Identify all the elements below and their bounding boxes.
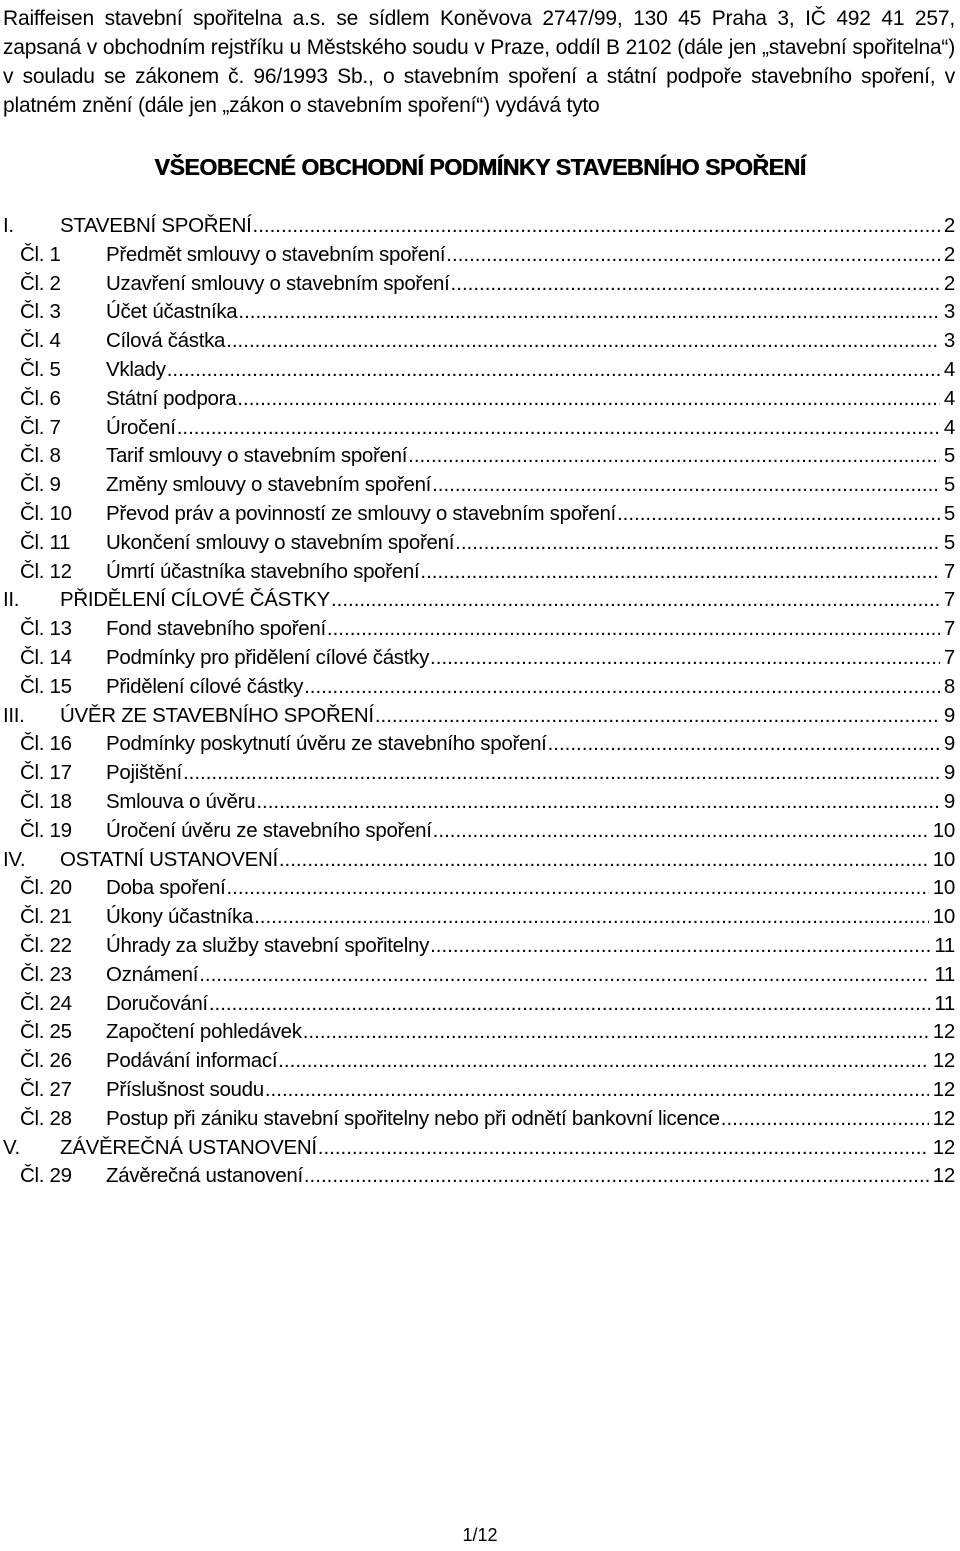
toc-entry-page: 8 [943, 674, 955, 698]
toc-dot-leader [419, 558, 939, 586]
toc-article-row[interactable] [3, 730, 955, 759]
toc-entry-title: Úmrtí účastníka stavebního spoření [106, 559, 420, 583]
toc-entry-page: 5 [943, 530, 955, 554]
toc-section-row[interactable] [3, 212, 955, 241]
toc-dot-leader [374, 702, 940, 730]
toc-entry-page: 12 [932, 1049, 955, 1073]
toc-article-row[interactable] [3, 385, 955, 414]
toc-dot-leader [225, 874, 928, 902]
toc-entry-page: 7 [943, 617, 955, 641]
toc-dot-leader [330, 586, 940, 614]
toc-entry-number: Čl. 11 [20, 530, 71, 554]
toc-article-row[interactable] [3, 327, 955, 356]
toc-entry-title: Převod práv a povinností ze smlouvy o stavebním spoření [106, 501, 616, 525]
toc-article-row[interactable] [3, 1018, 955, 1047]
toc-entry-title: Doručování [106, 991, 208, 1015]
toc-entry-title: PŘIDĚLENÍ CÍLOVÉ ČÁSTKY [60, 588, 330, 612]
toc-entry-page: 10 [932, 905, 955, 929]
toc-entry-page: 12 [932, 1020, 955, 1044]
toc-dot-leader [166, 356, 940, 384]
toc-entry-page: 5 [943, 444, 955, 468]
toc-dot-leader [198, 961, 930, 989]
toc-entry-page: 2 [943, 214, 955, 237]
toc-entry-title: Úročení [106, 415, 176, 439]
toc-entry-page: 2 [943, 242, 955, 266]
toc-entry-number: Čl. 8 [20, 444, 61, 468]
toc-dot-leader [450, 270, 940, 298]
toc-entry-number: Čl. 29 [20, 1164, 72, 1188]
toc-dot-leader [252, 212, 940, 240]
toc-article-row[interactable] [3, 241, 955, 270]
toc-article-row[interactable] [3, 1162, 955, 1191]
toc-entry-page: 3 [943, 300, 955, 324]
toc-entry-title: Úkony účastníka [106, 905, 254, 929]
toc-dot-leader [445, 241, 940, 269]
toc-dot-leader [407, 442, 940, 470]
toc-entry-page: 9 [943, 789, 955, 813]
toc-dot-leader [303, 1162, 929, 1190]
page-number: 1/12 [462, 1525, 498, 1545]
toc-entry-page: 9 [943, 761, 955, 785]
toc-entry-title: Vklady [106, 357, 166, 381]
toc-entry-title: Tarif smlouvy o stavebním spoření [106, 444, 408, 468]
toc-entry-number: Čl. 14 [20, 645, 72, 669]
toc-entry-page: 10 [932, 818, 955, 842]
toc-entry-number: Čl. 2 [20, 271, 61, 295]
toc-dot-leader [255, 788, 940, 816]
toc-entry-page: 11 [934, 933, 955, 957]
toc-section-row[interactable] [3, 1134, 955, 1163]
toc-article-row[interactable] [3, 673, 955, 702]
toc-article-row[interactable] [3, 615, 955, 644]
toc-section-row[interactable] [3, 702, 955, 731]
toc-article-row[interactable] [3, 932, 955, 961]
toc-entry-number: Čl. 15 [20, 674, 72, 698]
toc-entry-title: Doba spoření [106, 876, 226, 900]
toc-entry-title: Účet účastníka [106, 300, 238, 324]
toc-dot-leader [225, 327, 940, 355]
toc-section-row[interactable] [3, 586, 955, 615]
toc-dot-leader [182, 759, 940, 787]
toc-dot-leader [317, 1134, 929, 1162]
toc-entry-number: Čl. 27 [20, 1077, 72, 1101]
toc-entry-number: Čl. 19 [20, 818, 72, 842]
toc-entry-page: 5 [943, 473, 955, 497]
toc-article-row[interactable] [3, 1047, 955, 1076]
toc-entry-title: Cílová částka [106, 329, 226, 353]
toc-entry-title: Příslušnost soudu [106, 1077, 264, 1101]
toc-entry-page: 10 [932, 876, 955, 900]
toc-dot-leader [277, 1047, 929, 1075]
toc-entry-number: Čl. 17 [20, 761, 72, 785]
toc-entry-title: Pojištění [106, 761, 182, 785]
toc-dot-leader [302, 1018, 929, 1046]
toc-dot-leader [326, 615, 940, 643]
table-of-contents [3, 212, 955, 1191]
toc-article-row[interactable] [3, 500, 955, 529]
toc-entry-page: 9 [943, 732, 955, 756]
toc-entry-number: Čl. 28 [20, 1106, 72, 1130]
toc-entry-page: 11 [934, 962, 955, 986]
toc-entry-number: Čl. 1 [20, 242, 61, 266]
toc-dot-leader [429, 932, 930, 960]
toc-entry-number: Čl. 5 [20, 357, 61, 381]
toc-entry-page: 5 [943, 501, 955, 525]
toc-entry-title: Státní podpora [106, 386, 237, 410]
toc-entry-number: I. [3, 214, 14, 237]
document-heading: VŠEOBECNÉ OBCHODNÍ PODMÍNKY STAVEBNÍHO SPOŘENÍ [154, 154, 806, 180]
toc-entry-page: 12 [932, 1077, 955, 1101]
toc-entry-title: Přidělení cílové částky [106, 674, 304, 698]
toc-entry-number: Čl. 7 [20, 415, 61, 439]
toc-entry-title: OSTATNÍ USTANOVENÍ [60, 847, 278, 871]
toc-entry-page: 11 [934, 991, 955, 1015]
toc-entry-title: Změny smlouvy o stavebním spoření [106, 473, 432, 497]
toc-dot-leader [720, 1105, 929, 1133]
toc-article-row[interactable] [3, 442, 955, 471]
toc-entry-page: 2 [943, 271, 955, 295]
toc-entry-title: Započtení pohledávek [106, 1020, 302, 1044]
toc-entry-title: ÚVĚR ZE STAVEBNÍHO SPOŘENÍ [60, 703, 374, 727]
toc-entry-number: Čl. 23 [20, 962, 72, 986]
toc-entry-title: Předmět smlouvy o stavebním spoření [106, 242, 446, 266]
toc-entry-page: 4 [943, 386, 955, 410]
toc-dot-leader [253, 903, 929, 931]
toc-article-row[interactable] [3, 471, 955, 500]
toc-entry-number: Čl. 20 [20, 876, 72, 900]
toc-entry-title: Úhrady za služby stavební spořitelny [106, 933, 430, 957]
toc-dot-leader [547, 730, 940, 758]
toc-entry-number: Čl. 26 [20, 1049, 72, 1073]
toc-entry-number: Čl. 10 [20, 501, 72, 525]
toc-entry-page: 7 [943, 645, 955, 669]
toc-entry-page: 3 [943, 329, 955, 353]
toc-entry-page: 7 [943, 588, 955, 612]
toc-dot-leader [208, 990, 930, 1018]
toc-entry-title: Podmínky poskytnutí úvěru ze stavebního spoření [106, 732, 547, 756]
toc-entry-page: 7 [943, 559, 955, 583]
toc-entry-number: Čl. 4 [20, 329, 61, 353]
toc-dot-leader [432, 817, 929, 845]
toc-entry-title: Oznámení [106, 962, 199, 986]
toc-article-row[interactable] [3, 356, 955, 385]
toc-entry-title: Podávání informací [106, 1049, 278, 1073]
toc-article-row[interactable] [3, 788, 955, 817]
toc-article-row[interactable] [3, 270, 955, 299]
toc-entry-number: III. [3, 703, 25, 727]
toc-entry-page: 9 [943, 703, 955, 727]
toc-dot-leader [237, 298, 939, 326]
toc-entry-number: Čl. 16 [20, 732, 72, 756]
toc-entry-number: Čl. 3 [20, 300, 61, 324]
toc-entry-number: Čl. 9 [20, 473, 61, 497]
toc-dot-leader [278, 846, 929, 874]
toc-article-row[interactable] [3, 1105, 955, 1134]
toc-entry-title: Podmínky pro přidělení cílové částky [106, 645, 430, 669]
toc-dot-leader [454, 529, 940, 557]
toc-article-row[interactable] [3, 529, 955, 558]
toc-entry-title: Smlouva o úvěru [106, 789, 256, 813]
toc-entry-page: 4 [943, 415, 955, 439]
toc-entry-page: 12 [932, 1135, 955, 1159]
toc-dot-leader [176, 414, 940, 442]
intro-paragraph: Raiffeisen stavební spořitelna a.s. se sídlem Koněvova 2747/99, 130 45 Praha 3, IČ 492 41 257, zapsaná v obchodním rejstříku u Městského soudu v Praze, oddíl B 2102 (dále jen „stavební spořitelna“) v souladu se zákonem č. 96/1993 Sb., o stavebním spoření a státní podpoře stavebního spoření, v platném znění (dále jen „zákon o stavebním spoření“) vydává tyto [3, 7, 955, 117]
toc-article-row[interactable] [3, 414, 955, 443]
toc-entry-page: 12 [932, 1106, 955, 1130]
toc-dot-leader [616, 500, 940, 528]
toc-entry-title: Postup při zániku stavební spořitelny nebo při odnětí bankovní licence [106, 1106, 720, 1130]
toc-entry-title: STAVEBNÍ SPOŘENÍ [60, 214, 252, 237]
toc-article-row[interactable] [3, 961, 955, 990]
intro-block [3, 4, 955, 120]
toc-entry-title: Ukončení smlouvy o stavebním spoření [106, 530, 455, 554]
toc-entry-number: Čl. 13 [20, 617, 72, 641]
toc-article-row[interactable] [3, 298, 955, 327]
toc-entry-number: Čl. 18 [20, 789, 72, 813]
toc-entry-number: Čl. 6 [20, 386, 61, 410]
toc-entry-title: Fond stavebního spoření [106, 617, 326, 641]
toc-dot-leader [264, 1076, 929, 1104]
toc-entry-title: ZÁVĚREČNÁ USTANOVENÍ [60, 1135, 317, 1159]
toc-entry-number: Čl. 24 [20, 991, 72, 1015]
toc-article-row[interactable] [3, 644, 955, 673]
toc-section-row[interactable] [3, 846, 955, 875]
toc-entry-number: Čl. 12 [20, 559, 72, 583]
toc-article-row[interactable] [3, 874, 955, 903]
toc-dot-leader [429, 644, 940, 672]
toc-article-row[interactable] [3, 817, 955, 846]
toc-article-row[interactable] [3, 903, 955, 932]
toc-dot-leader [236, 385, 940, 413]
toc-entry-number: V. [3, 1135, 20, 1159]
toc-entry-page: 10 [932, 847, 955, 871]
toc-article-row[interactable] [3, 558, 955, 587]
toc-dot-leader [303, 673, 940, 701]
toc-entry-page: 4 [943, 357, 955, 381]
toc-dot-leader [431, 471, 940, 499]
toc-article-row[interactable] [3, 1076, 955, 1105]
toc-entry-title: Úročení úvěru ze stavebního spoření [106, 818, 432, 842]
toc-entry-number: II. [3, 588, 20, 612]
toc-entry-title: Závěrečná ustanovení [106, 1164, 303, 1188]
toc-entry-page: 12 [932, 1164, 955, 1188]
toc-entry-number: Čl. 25 [20, 1020, 72, 1044]
toc-article-row[interactable] [3, 759, 955, 788]
toc-entry-title: Uzavření smlouvy o stavebním spoření [106, 271, 450, 295]
toc-entry-number: IV. [3, 847, 26, 871]
toc-entry-number: Čl. 21 [20, 905, 72, 929]
toc-article-row[interactable] [3, 990, 955, 1019]
toc-entry-number: Čl. 22 [20, 933, 72, 957]
